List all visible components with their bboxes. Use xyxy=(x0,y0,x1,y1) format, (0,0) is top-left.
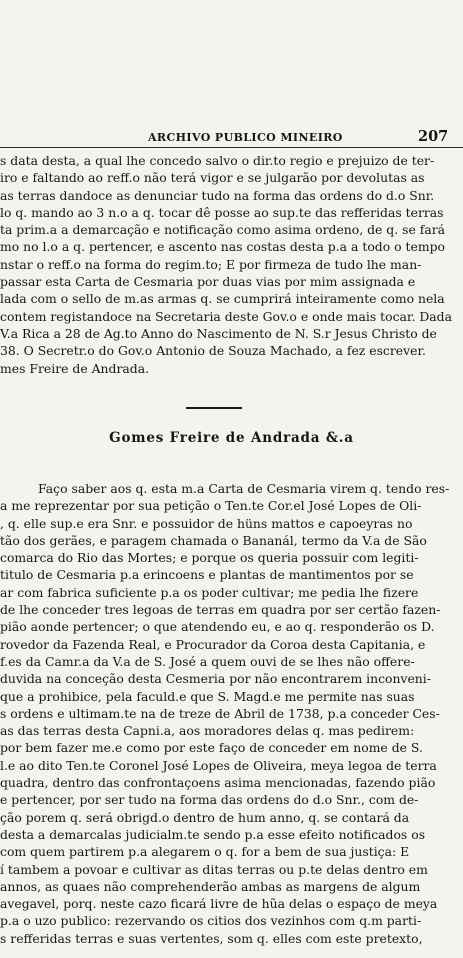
text-line: p.a o uzo publico: rezervando os citios dos vezinhos com q.m parti- xyxy=(0,913,422,929)
text-line: por bem fazer me.e como por este faço de conceder em nome de S. xyxy=(0,740,423,756)
text-line: rovedor da Fazenda Real, e Procurador da Coroa desta Capitania, e xyxy=(0,636,426,652)
section-title: Gomes Freire de Andrada &.a xyxy=(109,430,354,446)
text-line: iro e faltando ao reff.o não terá vigor e se julgarão por devolutas as xyxy=(0,170,425,186)
text-line: quadra, dentro das confrontaçoens asima mencionadas, fazendo pião xyxy=(0,775,436,791)
text-line: pião aonde pertencer; o que atendendo eu, e ao q. responderão os D. xyxy=(0,619,435,635)
text-line: tão dos gerães, e paragem chamada o Bananál, termo da V.a de São xyxy=(0,532,427,548)
text-line: í tambem a povoar e cultivar as ditas terras ou p.te delas dentro em xyxy=(0,861,428,877)
text-line: mo no l.o a q. pertencer, e ascento nas costas desta p.a a todo o tempo xyxy=(0,239,445,255)
section-divider xyxy=(186,407,242,409)
text-line: s data desta, a qual lhe concedo salvo o dir.to regio e prejuizo de ter- xyxy=(0,153,435,168)
text-line: ta prim.a a demarcação e notificação como asima ordeno, de q. se fará xyxy=(0,222,446,238)
text-line: ção porem q. será obrigd.o dentro de hum anno, q. se contará da xyxy=(0,809,410,825)
text-line: mes Freire de Andrada. xyxy=(0,360,150,376)
text-line: lada com o sello de m.as armas q. se cumprirá inteiramente como nela xyxy=(0,291,445,307)
text-line: Faço saber aos q. esta m.a Carta de Cesmaria virem q. tendo res- xyxy=(38,481,450,496)
page-number: 207 xyxy=(418,128,449,145)
text-line: comarca do Rio das Mortes; e porque os queria possuir com legiti- xyxy=(0,550,419,566)
running-header xyxy=(0,128,463,151)
text-line: s refferidas terras e suas vertentes, som q. elles com este pretexto, xyxy=(0,930,423,946)
text-line: avegavel, porq. neste cazo ficará livre de hũa delas o espaço de meya xyxy=(0,896,438,912)
text-line: desta a demarcalas judicialm.te sendo p.a esse efeito notificados os xyxy=(0,826,426,842)
text-line: de lhe conceder tres legoas de terras em quadra por ser certão fazen- xyxy=(0,602,441,618)
header-rule xyxy=(0,147,463,148)
text-line: 38. O Secretr.o do Gov.o Antonio de Souza Machado, a fez escrever. xyxy=(0,343,426,359)
text-line: V.a Rica a 28 de Ag.to Anno do Nascimento de N. S.r Jesus Christo de xyxy=(0,325,437,341)
text-line: l.e ao dito Ten.te Coronel José Lopes de Oliveira, meya legoa de terra xyxy=(0,757,437,773)
text-line: duvida na conceção desta Cesmeria por não encontrarem inconveni- xyxy=(0,671,431,687)
header-title: ARCHIVO PUBLICO MINEIRO xyxy=(148,131,343,144)
text-line: com quem partirem p.a alegarem o q. for a bem de sua justiça: E xyxy=(0,844,410,860)
text-line: as terras dandoce as denunciar tudo na forma das ordens do d.o Snr. xyxy=(0,187,435,203)
text-line: contem registandoce na Secretaria deste Gov.o e onde mais tocar. Dada xyxy=(0,308,452,324)
text-line: e pertencer, por ser tudo na forma das ordens do d.o Snr., com de- xyxy=(0,792,419,808)
text-line: ar com fabrica suficiente p.a os poder cultivar; me pedia lhe fizere xyxy=(0,584,419,600)
text-line: annos, as quaes não comprehenderão ambas as margens de algum xyxy=(0,878,421,894)
text-line: s ordens e ultimam.te na de treze de Abril de 1738, p.a conceder Ces- xyxy=(0,705,440,721)
text-line: lo q. mando ao 3 n.o a q. tocar dê posse ao sup.te das refferidas terras xyxy=(0,204,444,220)
text-line: titulo de Cesmaria p.a erincoens e plantas de mantimentos por se xyxy=(0,567,414,583)
paragraph-continuation xyxy=(0,152,463,377)
text-line: as das terras desta Capni.a, aos moradores delas q. mas pedirem: xyxy=(0,723,415,739)
text-line: passar esta Carta de Cesmaria por duas vias por mim assignada e xyxy=(0,274,416,290)
text-line: que a prohibice, pela faculd.e que S. Magd.e me permite nas suas xyxy=(0,688,415,704)
text-line: f.es da Camr.a da V.a de S. José a quem ouvi de se lhes não offere- xyxy=(0,653,415,669)
text-line: nstar o reff.o na forma do regim.to; E por firmeza de tudo lhe man- xyxy=(0,256,422,272)
text-line: , q. elle sup.e era Snr. e possuidor de hüns mattos e capoeyras no xyxy=(0,515,413,531)
paragraph-grant xyxy=(0,480,463,947)
text-line: a me reprezentar por sua petição o Ten.te Cor.el José Lopes de Oli- xyxy=(0,498,422,514)
